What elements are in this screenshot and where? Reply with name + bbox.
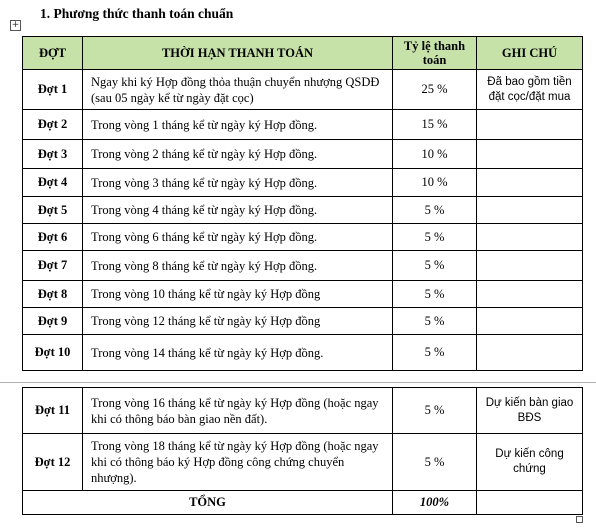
total-label: TỔNG [23, 491, 393, 515]
term-cell: Trong vòng 10 tháng kể từ ngày ký Hợp đồng [83, 281, 393, 308]
resize-handle-icon[interactable] [576, 516, 583, 523]
note-cell: Dự kiến công chứng [477, 434, 583, 491]
table-row [23, 197, 583, 224]
note-cell: Dự kiến bàn giao BĐS [477, 388, 583, 434]
table-row [23, 335, 583, 371]
total-rate: 100% [393, 491, 477, 515]
rate-cell: 5 % [393, 434, 477, 491]
section-heading: 1. Phương thức thanh toán chuẩn [40, 6, 234, 21]
table-row [23, 110, 583, 140]
note-cell [477, 335, 583, 371]
page-break-divider [0, 382, 596, 383]
note-cell [477, 281, 583, 308]
header-rate: Tỷ lệ thanh toán [393, 37, 477, 70]
table-row [23, 281, 583, 308]
phase-cell: Đợt 2 [23, 110, 83, 140]
table-row [23, 224, 583, 251]
term-cell: Trong vòng 4 tháng kể từ ngày ký Hợp đồng. [83, 197, 393, 224]
table-row [23, 169, 583, 197]
table-row [23, 70, 583, 110]
rate-cell: 5 % [393, 197, 477, 224]
total-row [23, 491, 583, 515]
table-row [23, 308, 583, 335]
rate-cell: 5 % [393, 281, 477, 308]
header-term: THỜI HẠN THANH TOÁN [83, 37, 393, 70]
table-row [23, 251, 583, 281]
phase-cell: Đợt 12 [23, 434, 83, 491]
rate-cell: 5 % [393, 251, 477, 281]
rate-cell: 10 % [393, 140, 477, 169]
note-cell [477, 197, 583, 224]
note-cell [477, 169, 583, 197]
term-cell: Trong vòng 8 tháng kể từ ngày ký Hợp đồng. [83, 251, 393, 281]
phase-cell: Đợt 4 [23, 169, 83, 197]
rate-cell: 5 % [393, 224, 477, 251]
phase-cell: Đợt 8 [23, 281, 83, 308]
term-cell: Trong vòng 18 tháng kể từ ngày ký Hợp đồng (hoặc ngay khi có thông báo ký Hợp đồng công chứng chuyển nhượng). [83, 434, 393, 491]
phase-cell: Đợt 7 [23, 251, 83, 281]
note-cell [477, 110, 583, 140]
phase-cell: Đợt 3 [23, 140, 83, 169]
rate-cell: 5 % [393, 308, 477, 335]
rate-cell: 15 % [393, 110, 477, 140]
payment-schedule-table [22, 36, 583, 371]
payment-schedule-table-continued [22, 387, 583, 515]
header-phase: ĐỢT [23, 37, 83, 70]
note-cell [477, 308, 583, 335]
phase-cell: Đợt 9 [23, 308, 83, 335]
term-cell: Trong vòng 16 tháng kể từ ngày ký Hợp đồng (hoặc ngay khi có thông báo bàn giao nền đất). [83, 388, 393, 434]
rate-cell: 25 % [393, 70, 477, 110]
rate-cell: 10 % [393, 169, 477, 197]
term-cell: Trong vòng 2 tháng kể từ ngày ký Hợp đồng. [83, 140, 393, 169]
term-cell: Trong vòng 1 tháng kể từ ngày ký Hợp đồng. [83, 110, 393, 140]
note-cell [477, 224, 583, 251]
term-cell: Trong vòng 14 tháng kể từ ngày ký Hợp đồng. [83, 335, 393, 371]
term-cell: Trong vòng 12 tháng kể từ ngày ký Hợp đồng [83, 308, 393, 335]
rate-cell: 5 % [393, 388, 477, 434]
note-cell [477, 140, 583, 169]
table-row [23, 434, 583, 491]
note-cell: Đã bao gồm tiền đặt cọc/đặt mua [477, 70, 583, 110]
phase-cell: Đợt 1 [23, 70, 83, 110]
table-header-row [23, 37, 583, 70]
move-handle-icon[interactable]: + [11, 20, 20, 30]
header-note: GHI CHÚ [477, 37, 583, 70]
rate-cell: 5 % [393, 335, 477, 371]
phase-cell: Đợt 6 [23, 224, 83, 251]
term-cell: Trong vòng 3 tháng kể từ ngày ký Hợp đồng. [83, 169, 393, 197]
note-cell [477, 251, 583, 281]
note-cell [477, 491, 583, 515]
table-row [23, 140, 583, 169]
phase-cell: Đợt 11 [23, 388, 83, 434]
term-cell: Trong vòng 6 tháng kể từ ngày ký Hợp đồng. [83, 224, 393, 251]
table-row [23, 388, 583, 434]
phase-cell: Đợt 5 [23, 197, 83, 224]
term-cell: Ngay khi ký Hợp đồng thỏa thuận chuyển nhượng QSDĐ (sau 05 ngày kể từ ngày đặt cọc) [83, 70, 393, 110]
phase-cell: Đợt 10 [23, 335, 83, 371]
